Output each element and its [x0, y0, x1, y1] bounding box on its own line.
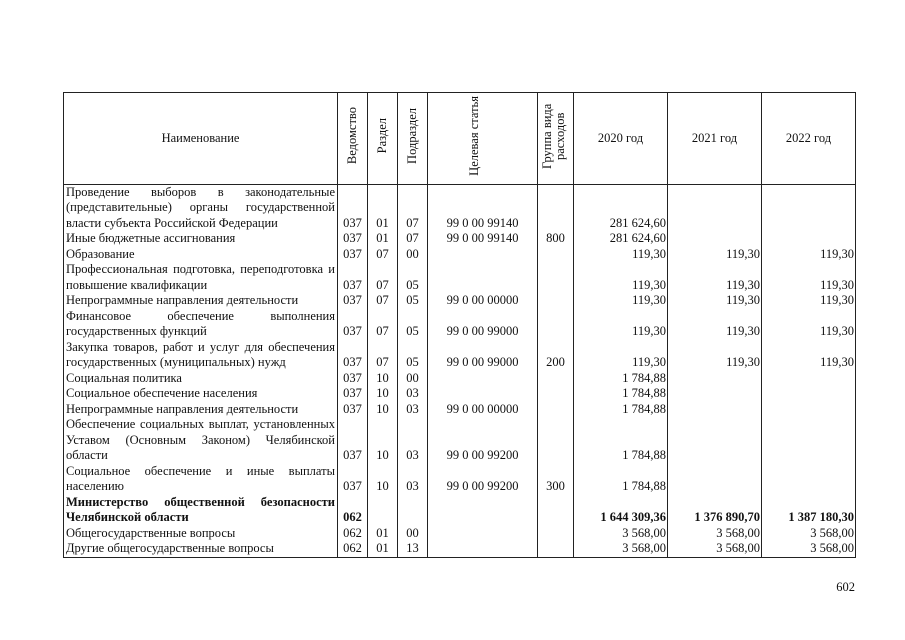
cell-2020: 1 784,88: [574, 464, 668, 495]
cell-podrazdel: 05: [398, 309, 428, 340]
table-row: [64, 417, 856, 464]
table-row: [64, 231, 856, 247]
cell-celevaya: [428, 526, 538, 542]
cell-name: Проведение выборов в законодательные (представительные) органы государственной власти субъекта Российской Федерации: [64, 184, 338, 231]
cell-celevaya: [428, 541, 538, 557]
cell-2021: 119,30: [668, 247, 762, 263]
table-body: [64, 184, 856, 557]
cell-2022: 119,30: [762, 309, 856, 340]
cell-podrazdel: 07: [398, 231, 428, 247]
cell-2022: [762, 464, 856, 495]
cell-razdel: [368, 495, 398, 526]
cell-celevaya: 99 0 00 99200: [428, 464, 538, 495]
cell-razdel: 07: [368, 309, 398, 340]
cell-podrazdel: 05: [398, 340, 428, 371]
cell-podrazdel: 00: [398, 371, 428, 387]
cell-podrazdel: [398, 495, 428, 526]
cell-razdel: 01: [368, 526, 398, 542]
cell-2020: 281 624,60: [574, 231, 668, 247]
cell-2021: [668, 231, 762, 247]
cell-vedomstvo: 037: [338, 464, 368, 495]
cell-podrazdel: 00: [398, 526, 428, 542]
cell-name: Общегосударственные вопросы: [64, 526, 338, 542]
cell-gruppa: [538, 541, 574, 557]
cell-2022: [762, 184, 856, 231]
cell-podrazdel: 13: [398, 541, 428, 557]
cell-2021: 3 568,00: [668, 541, 762, 557]
cell-gruppa: [538, 184, 574, 231]
cell-vedomstvo: 062: [338, 526, 368, 542]
cell-2020: 1 784,88: [574, 386, 668, 402]
table-header-row: [64, 93, 856, 185]
cell-gruppa: [538, 417, 574, 464]
cell-razdel: 10: [368, 464, 398, 495]
header-razdel: Раздел: [368, 93, 398, 185]
cell-razdel: 07: [368, 293, 398, 309]
table-row: [64, 402, 856, 418]
cell-2021: [668, 386, 762, 402]
cell-name: Социальное обеспечение и иные выплаты населению: [64, 464, 338, 495]
cell-name: Профессиональная подготовка, переподготовка и повышение квалификации: [64, 262, 338, 293]
cell-gruppa: [538, 526, 574, 542]
cell-podrazdel: 05: [398, 262, 428, 293]
table-row: [64, 526, 856, 542]
cell-2022: 119,30: [762, 262, 856, 293]
cell-name: Непрограммные направления деятельности: [64, 293, 338, 309]
table-row: [64, 541, 856, 557]
table-row: [64, 340, 856, 371]
cell-vedomstvo: 037: [338, 309, 368, 340]
cell-2021: 119,30: [668, 262, 762, 293]
cell-2021: [668, 371, 762, 387]
cell-2020: 119,30: [574, 262, 668, 293]
cell-2020: 119,30: [574, 247, 668, 263]
cell-celevaya: [428, 262, 538, 293]
cell-gruppa: [538, 371, 574, 387]
cell-2021: 1 376 890,70: [668, 495, 762, 526]
cell-podrazdel: 05: [398, 293, 428, 309]
cell-name: Социальное обеспечение населения: [64, 386, 338, 402]
cell-razdel: 07: [368, 247, 398, 263]
cell-gruppa: [538, 495, 574, 526]
cell-name: Непрограммные направления деятельности: [64, 402, 338, 418]
cell-gruppa: [538, 386, 574, 402]
page-number: 602: [836, 580, 855, 594]
cell-celevaya: [428, 495, 538, 526]
cell-vedomstvo: 037: [338, 340, 368, 371]
cell-podrazdel: 03: [398, 386, 428, 402]
cell-name: Закупка товаров, работ и услуг для обеспечения государственных (муниципальных) нужд: [64, 340, 338, 371]
cell-2021: 119,30: [668, 340, 762, 371]
cell-celevaya: 99 0 00 00000: [428, 402, 538, 418]
cell-2020: 1 644 309,36: [574, 495, 668, 526]
cell-podrazdel: 00: [398, 247, 428, 263]
cell-2020: 3 568,00: [574, 526, 668, 542]
cell-gruppa: [538, 247, 574, 263]
cell-gruppa: [538, 309, 574, 340]
cell-vedomstvo: 037: [338, 402, 368, 418]
header-gruppa: Группа вида расходов: [538, 93, 574, 185]
cell-celevaya: [428, 371, 538, 387]
cell-2022: [762, 386, 856, 402]
cell-2021: [668, 464, 762, 495]
cell-vedomstvo: 037: [338, 417, 368, 464]
header-celevaya: Целевая статья: [428, 93, 538, 185]
cell-2020: 119,30: [574, 293, 668, 309]
cell-razdel: 10: [368, 371, 398, 387]
budget-table: [63, 92, 856, 558]
cell-celevaya: 99 0 00 99200: [428, 417, 538, 464]
cell-2021: [668, 184, 762, 231]
cell-vedomstvo: 037: [338, 371, 368, 387]
cell-2020: 3 568,00: [574, 541, 668, 557]
cell-2022: [762, 231, 856, 247]
header-podrazdel: Подраздел: [398, 93, 428, 185]
cell-razdel: 07: [368, 262, 398, 293]
table-row: [64, 495, 856, 526]
cell-gruppa: 300: [538, 464, 574, 495]
cell-podrazdel: 03: [398, 464, 428, 495]
cell-razdel: 01: [368, 184, 398, 231]
table-row: [64, 371, 856, 387]
cell-2020: 1 784,88: [574, 371, 668, 387]
cell-2022: 119,30: [762, 340, 856, 371]
cell-gruppa: [538, 293, 574, 309]
cell-vedomstvo: 062: [338, 495, 368, 526]
cell-vedomstvo: 037: [338, 231, 368, 247]
cell-vedomstvo: 037: [338, 184, 368, 231]
cell-vedomstvo: 062: [338, 541, 368, 557]
cell-razdel: 10: [368, 402, 398, 418]
cell-vedomstvo: 037: [338, 386, 368, 402]
cell-gruppa: 800: [538, 231, 574, 247]
cell-2021: [668, 417, 762, 464]
cell-razdel: 01: [368, 231, 398, 247]
cell-gruppa: [538, 402, 574, 418]
cell-2020: 281 624,60: [574, 184, 668, 231]
cell-celevaya: 99 0 00 99000: [428, 309, 538, 340]
cell-celevaya: 99 0 00 00000: [428, 293, 538, 309]
cell-name: Иные бюджетные ассигнования: [64, 231, 338, 247]
cell-2021: 119,30: [668, 293, 762, 309]
cell-2020: 1 784,88: [574, 417, 668, 464]
table-row: [64, 464, 856, 495]
cell-razdel: 10: [368, 417, 398, 464]
cell-2021: 119,30: [668, 309, 762, 340]
table-row: [64, 293, 856, 309]
cell-2022: 3 568,00: [762, 541, 856, 557]
cell-2020: 119,30: [574, 340, 668, 371]
cell-vedomstvo: 037: [338, 262, 368, 293]
table-row: [64, 262, 856, 293]
cell-celevaya: [428, 386, 538, 402]
cell-celevaya: 99 0 00 99000: [428, 340, 538, 371]
cell-razdel: 01: [368, 541, 398, 557]
cell-name: Министерство общественной безопасности Челябинской области: [64, 495, 338, 526]
cell-2022: 3 568,00: [762, 526, 856, 542]
header-vedomstvo: Ведомство: [338, 93, 368, 185]
cell-podrazdel: 03: [398, 402, 428, 418]
cell-name: Финансовое обеспечение выполнения государственных функций: [64, 309, 338, 340]
table-row: [64, 184, 856, 231]
header-2020: 2020 год: [574, 93, 668, 185]
cell-2021: 3 568,00: [668, 526, 762, 542]
cell-2022: [762, 417, 856, 464]
cell-2021: [668, 402, 762, 418]
header-name: Наименование: [64, 93, 338, 185]
cell-celevaya: 99 0 00 99140: [428, 231, 538, 247]
cell-2022: [762, 371, 856, 387]
table-row: [64, 386, 856, 402]
cell-2022: [762, 402, 856, 418]
table-row: [64, 309, 856, 340]
header-2022: 2022 год: [762, 93, 856, 185]
cell-name: Социальная политика: [64, 371, 338, 387]
cell-razdel: 07: [368, 340, 398, 371]
cell-celevaya: [428, 247, 538, 263]
table-row: [64, 247, 856, 263]
cell-gruppa: 200: [538, 340, 574, 371]
cell-2020: 1 784,88: [574, 402, 668, 418]
cell-podrazdel: 03: [398, 417, 428, 464]
cell-name: Образование: [64, 247, 338, 263]
cell-vedomstvo: 037: [338, 247, 368, 263]
cell-name: Другие общегосударственные вопросы: [64, 541, 338, 557]
budget-table-container: [63, 92, 855, 558]
cell-2022: 1 387 180,30: [762, 495, 856, 526]
header-2021: 2021 год: [668, 93, 762, 185]
cell-razdel: 10: [368, 386, 398, 402]
cell-2022: 119,30: [762, 293, 856, 309]
cell-vedomstvo: 037: [338, 293, 368, 309]
cell-name: Обеспечение социальных выплат, установленных Уставом (Основным Законом) Челябинской области: [64, 417, 338, 464]
cell-podrazdel: 07: [398, 184, 428, 231]
cell-celevaya: 99 0 00 99140: [428, 184, 538, 231]
cell-2020: 119,30: [574, 309, 668, 340]
cell-gruppa: [538, 262, 574, 293]
cell-2022: 119,30: [762, 247, 856, 263]
